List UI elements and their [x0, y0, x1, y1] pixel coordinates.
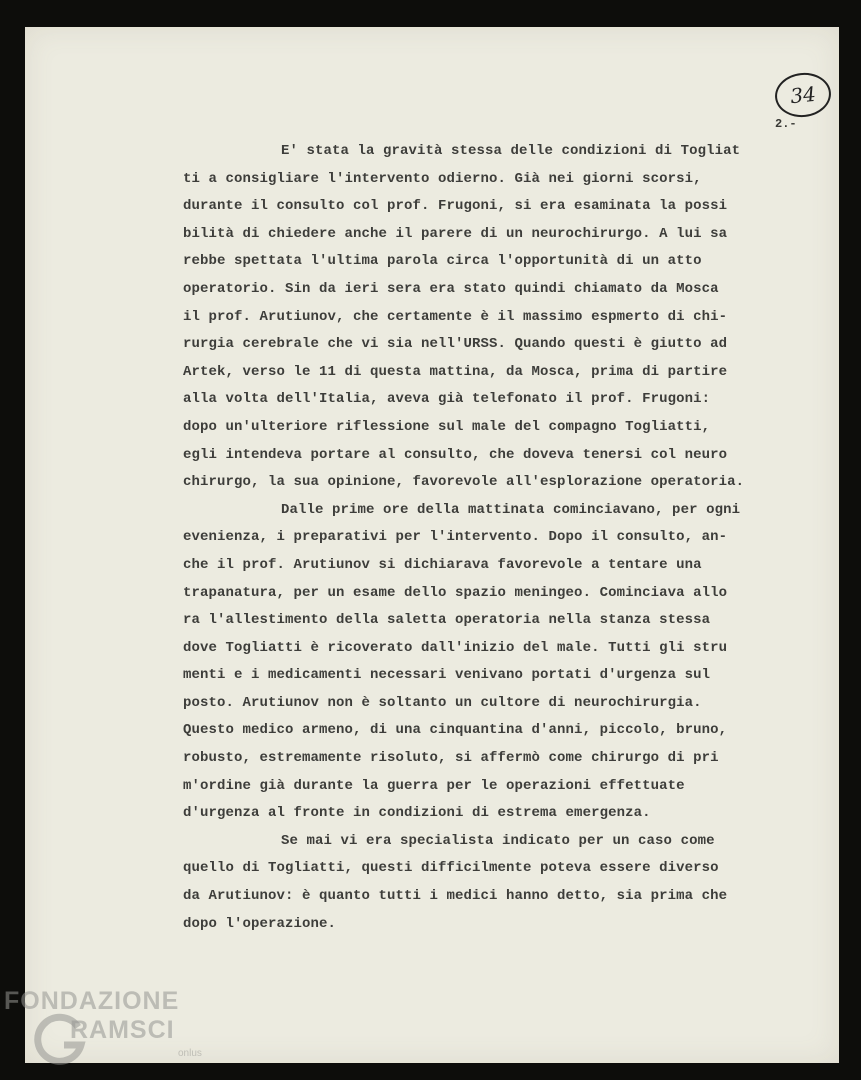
typewritten-body — [183, 138, 823, 938]
text-line: egli intendeva portare al consulto, che doveva tenersi col neuro — [183, 446, 728, 463]
watermark-line2: RAMSCI — [70, 1016, 175, 1044]
text-line: da Arutiunov: è quanto tutti i medici hanno detto, sia prima che — [183, 888, 728, 905]
text-line: Se mai vi era specialista indicato per un caso come — [281, 832, 715, 849]
text-line: trapanatura, per un esame dello spazio meningeo. Cominciava allo — [183, 584, 728, 601]
text-line: dopo l'operazione. — [183, 915, 337, 932]
text-line: dove Togliatti è ricoverato dall'inizio del male. Tutti gli stru — [183, 639, 728, 656]
text-line: d'urgenza al fronte in condizioni di estrema emergenza. — [183, 805, 651, 822]
watermark-line1: FONDAZIONE — [4, 987, 180, 1015]
text-line: ti a consigliare l'intervento odierno. Già nei giorni scorsi, — [183, 170, 702, 187]
text-line: quello di Togliatti, questi difficilmente poteva essere diverso — [183, 860, 719, 877]
text-line: chirurgo, la sua opinione, favorevole all'esplorazione operatoria. — [183, 474, 745, 491]
text-line: m'ordine già durante la guerra per le operazioni effettuate — [183, 777, 685, 794]
text-line: rebbe spettata l'ultima parola circa l'opportunità di un atto — [183, 253, 702, 270]
text-line: rurgia cerebrale che vi sia nell'URSS. Quando questi è giutto ad — [183, 336, 728, 353]
text-line: menti e i medicamenti necessari venivano portati d'urgenza sul — [183, 667, 711, 684]
text-line: robusto, estremamente risoluto, si affermò come chirurgo di pri — [183, 750, 719, 767]
text-line: bilità di chiedere anche il parere di un neurochirurgo. A lui sa — [183, 225, 728, 242]
sheet-index: 2.- — [775, 117, 797, 131]
handwritten-page-number: 34 — [773, 70, 833, 120]
watermark-onlus: onlus — [178, 1048, 202, 1059]
text-line: Questo medico armeno, di una cinquantina d'anni, piccolo, bruno, — [183, 722, 728, 739]
text-line: durante il consulto col prof. Frugoni, si era esaminata la possi — [183, 198, 728, 215]
text-line: alla volta dell'Italia, aveva già telefonato il prof. Frugoni: — [183, 391, 711, 408]
text-line: operatorio. Sin da ieri sera era stato quindi chiamato da Mosca — [183, 280, 719, 297]
text-line: dopo un'ulteriore riflessione sul male del compagno Togliatti, — [183, 418, 711, 435]
text-line: che il prof. Arutiunov si dichiarava favorevole a tentare una — [183, 556, 702, 573]
fondazione-gramsci-watermark — [4, 985, 214, 1075]
text-line: ra l'allestimento della saletta operatoria nella stanza stessa — [183, 612, 711, 629]
text-line: Dalle prime ore della mattinata cominciavano, per ogni — [281, 501, 741, 518]
text-line: il prof. Arutiunov, che certamente è il massimo espmerto di chi- — [183, 308, 728, 325]
text-line: evenienza, i preparativi per l'intervento. Dopo il consulto, an- — [183, 529, 728, 546]
text-line: posto. Arutiunov non è soltanto un cultore di neurochirurgia. — [183, 694, 702, 711]
text-line: Artek, verso le 11 di questa mattina, da Mosca, prima di partire — [183, 363, 728, 380]
text-line: E' stata la gravità stessa delle condizioni di Togliat — [281, 143, 741, 159]
